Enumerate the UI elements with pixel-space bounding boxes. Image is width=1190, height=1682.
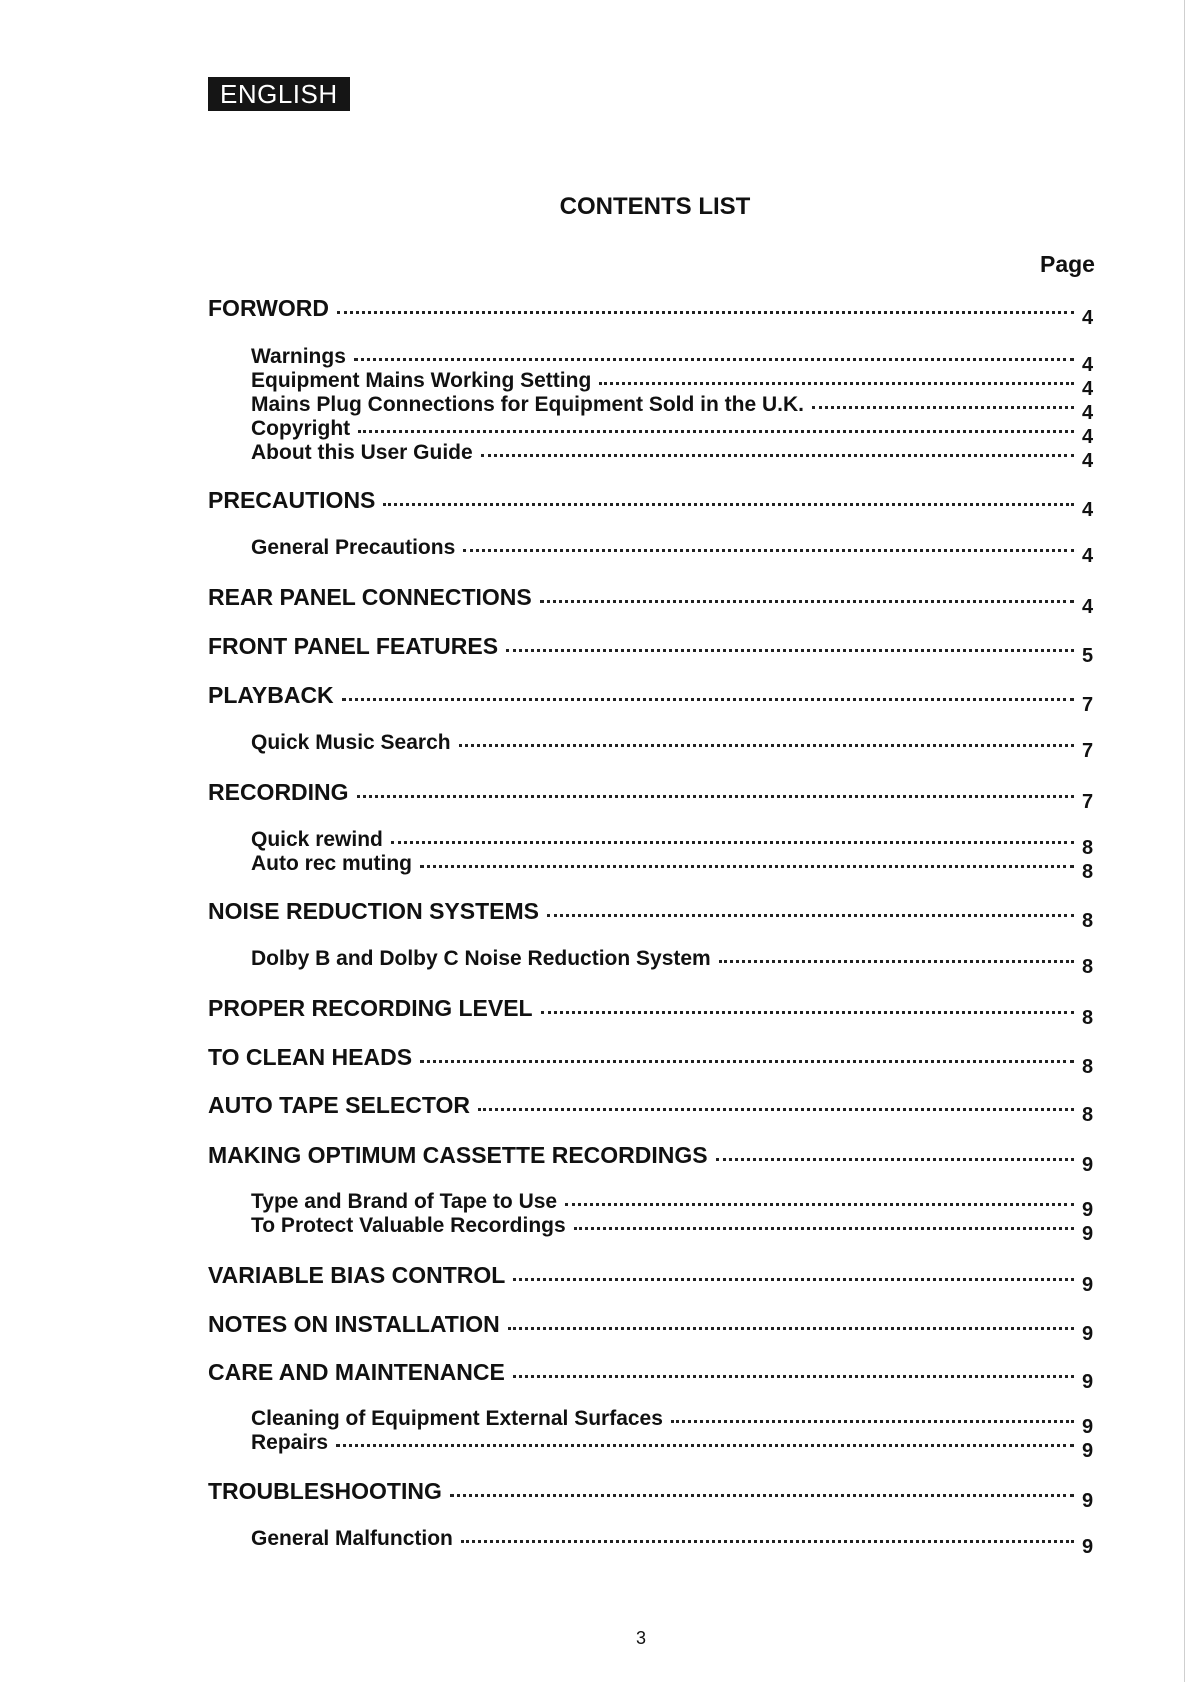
dot-leader	[812, 406, 1074, 409]
toc-entry-page: 7	[1082, 694, 1094, 716]
dot-leader	[513, 1278, 1074, 1281]
toc-entry-label: Copyright	[251, 417, 351, 440]
toc-entry-page: 9	[1082, 1154, 1094, 1176]
toc-entry-page: 8	[1082, 837, 1094, 859]
toc-entry-page: 9	[1082, 1440, 1094, 1462]
toc-entry-recording[interactable]	[0, 779, 1100, 813]
toc-entry-label: Quick Music Search	[251, 731, 451, 754]
toc-entry-label: Cleaning of Equipment External Surfaces	[251, 1407, 663, 1430]
toc-entry-about-guide[interactable]	[0, 441, 1100, 471]
toc-entry-label: To Protect Valuable Recordings	[251, 1214, 566, 1237]
toc-entry-auto-tape-selector[interactable]	[0, 1092, 1100, 1126]
toc-entry-page: 4	[1082, 426, 1094, 448]
toc-entry-page: 8	[1082, 1056, 1094, 1078]
toc-entry-page: 9	[1082, 1323, 1094, 1345]
toc-entry-page: 9	[1082, 1223, 1094, 1245]
toc-entry-page: 8	[1082, 1104, 1094, 1126]
dot-leader	[342, 698, 1074, 701]
toc-entry-label: Quick rewind	[251, 828, 383, 851]
toc-entry-page: 7	[1082, 740, 1094, 762]
scan-edge-line	[1184, 0, 1185, 1682]
dot-leader	[391, 841, 1074, 844]
toc-entry-forword[interactable]	[0, 295, 1100, 329]
toc-entry-installation[interactable]	[0, 1311, 1100, 1345]
dot-leader	[459, 744, 1074, 747]
toc-entry-label: About this User Guide	[251, 441, 473, 464]
toc-entry-label: VARIABLE BIAS CONTROL	[208, 1262, 506, 1288]
toc-entry-label: General Precautions	[251, 536, 456, 559]
toc-entry-page: 8	[1082, 956, 1094, 978]
toc-entry-repairs[interactable]	[0, 1431, 1100, 1461]
toc-entry-optimum-recordings[interactable]	[0, 1142, 1100, 1176]
toc-entry-recording-level[interactable]	[0, 995, 1100, 1029]
toc-entry-page: 4	[1082, 402, 1094, 424]
toc-entry-label: Dolby B and Dolby C Noise Reduction System	[251, 947, 711, 970]
toc-entry-page: 8	[1082, 910, 1094, 932]
toc-entry-page: 4	[1082, 378, 1094, 400]
toc-entry-label: FRONT PANEL FEATURES	[208, 633, 499, 659]
toc-entry-label: Mains Plug Connections for Equipment Sold in the U.K.	[251, 393, 805, 416]
toc-entry-label: FORWORD	[208, 295, 329, 321]
page-number: 3	[636, 1628, 647, 1648]
toc-entry-label: NOTES ON INSTALLATION	[208, 1311, 500, 1337]
toc-entry-care-maintenance[interactable]	[0, 1359, 1100, 1393]
page-column-heading: Page	[1040, 251, 1095, 277]
toc-entry-auto-rec-muting[interactable]	[0, 852, 1100, 882]
toc-entry-noise-reduction[interactable]	[0, 898, 1100, 932]
dot-leader	[671, 1420, 1074, 1423]
dot-leader	[719, 960, 1074, 963]
toc-entry-label: CARE AND MAINTENANCE	[208, 1359, 505, 1385]
toc-entry-general-precautions[interactable]	[0, 536, 1100, 566]
dot-leader	[574, 1227, 1074, 1230]
toc-entry-page: 9	[1082, 1536, 1094, 1558]
dot-leader	[357, 795, 1074, 798]
toc-entry-troubleshooting[interactable]	[0, 1478, 1100, 1512]
toc-entry-page: 8	[1082, 1007, 1094, 1029]
dot-leader	[358, 430, 1074, 433]
toc-entry-page: 5	[1082, 645, 1094, 667]
toc-entry-page: 8	[1082, 861, 1094, 883]
dot-leader	[450, 1494, 1074, 1497]
dot-leader	[541, 1011, 1074, 1014]
dot-leader	[383, 503, 1074, 506]
toc-entry-page: 4	[1082, 499, 1094, 521]
page-title: CONTENTS LIST	[559, 193, 751, 220]
toc-entry-general-malfunction[interactable]	[0, 1527, 1100, 1557]
toc-entry-quick-music-search[interactable]	[0, 731, 1100, 761]
toc-entry-page: 9	[1082, 1416, 1094, 1438]
dot-leader	[420, 865, 1074, 868]
toc-entry-label: RECORDING	[208, 779, 349, 805]
dot-leader	[506, 649, 1074, 652]
toc-entry-label: Warnings	[251, 345, 346, 368]
toc-entry-page: 4	[1082, 450, 1094, 472]
toc-entry-page: 9	[1082, 1490, 1094, 1512]
dot-leader	[565, 1203, 1074, 1206]
toc-entry-page: 9	[1082, 1274, 1094, 1296]
toc-entry-page: 4	[1082, 545, 1094, 567]
toc-entry-rear-panel[interactable]	[0, 584, 1100, 618]
dot-leader	[336, 1444, 1074, 1447]
toc-entry-page: 4	[1082, 354, 1094, 376]
toc-entry-label: PROPER RECORDING LEVEL	[208, 995, 533, 1021]
toc-entry-label: PLAYBACK	[208, 682, 334, 708]
language-badge: ENGLISH	[208, 77, 350, 111]
dot-leader	[547, 914, 1074, 917]
toc-entry-label: Repairs	[251, 1431, 329, 1454]
toc-entry-label: REAR PANEL CONNECTIONS	[208, 584, 532, 610]
toc-entry-page: 4	[1082, 596, 1094, 618]
toc-entry-label: TROUBLESHOOTING	[208, 1478, 442, 1504]
toc-entry-page: 4	[1082, 307, 1094, 329]
toc-entry-precautions[interactable]	[0, 487, 1100, 521]
toc-entry-label: Equipment Mains Working Setting	[251, 369, 592, 392]
dot-leader	[481, 454, 1074, 457]
toc-entry-playback[interactable]	[0, 682, 1100, 716]
toc-entry-protect-recordings[interactable]	[0, 1214, 1100, 1244]
dot-leader	[478, 1108, 1074, 1111]
dot-leader	[461, 1540, 1074, 1543]
dot-leader	[508, 1327, 1074, 1330]
toc-entry-page: 9	[1082, 1371, 1094, 1393]
toc-entry-label: TO CLEAN HEADS	[208, 1044, 413, 1070]
toc-entry-clean-heads[interactable]	[0, 1044, 1100, 1078]
toc-entry-front-panel[interactable]	[0, 633, 1100, 667]
toc-entry-label: AUTO TAPE SELECTOR	[208, 1092, 470, 1118]
toc-entry-variable-bias[interactable]	[0, 1262, 1100, 1296]
toc-entry-page: 7	[1082, 791, 1094, 813]
toc-entry-dolby[interactable]	[0, 947, 1100, 977]
toc-entry-label: PRECAUTIONS	[208, 487, 376, 513]
dot-leader	[337, 311, 1074, 314]
dot-leader	[354, 358, 1074, 361]
dot-leader	[463, 549, 1074, 552]
dot-leader	[540, 600, 1074, 603]
dot-leader	[599, 382, 1074, 385]
toc-entry-label: Type and Brand of Tape to Use	[251, 1190, 558, 1213]
toc-entry-label: Auto rec muting	[251, 852, 412, 875]
dot-leader	[513, 1375, 1074, 1378]
dot-leader	[716, 1158, 1074, 1161]
toc-entry-label: NOISE REDUCTION SYSTEMS	[208, 898, 539, 924]
dot-leader	[420, 1060, 1074, 1063]
toc-entry-label: General Malfunction	[251, 1527, 453, 1550]
toc-entry-page: 9	[1082, 1199, 1094, 1221]
toc-entry-label: MAKING OPTIMUM CASSETTE RECORDINGS	[208, 1142, 708, 1168]
